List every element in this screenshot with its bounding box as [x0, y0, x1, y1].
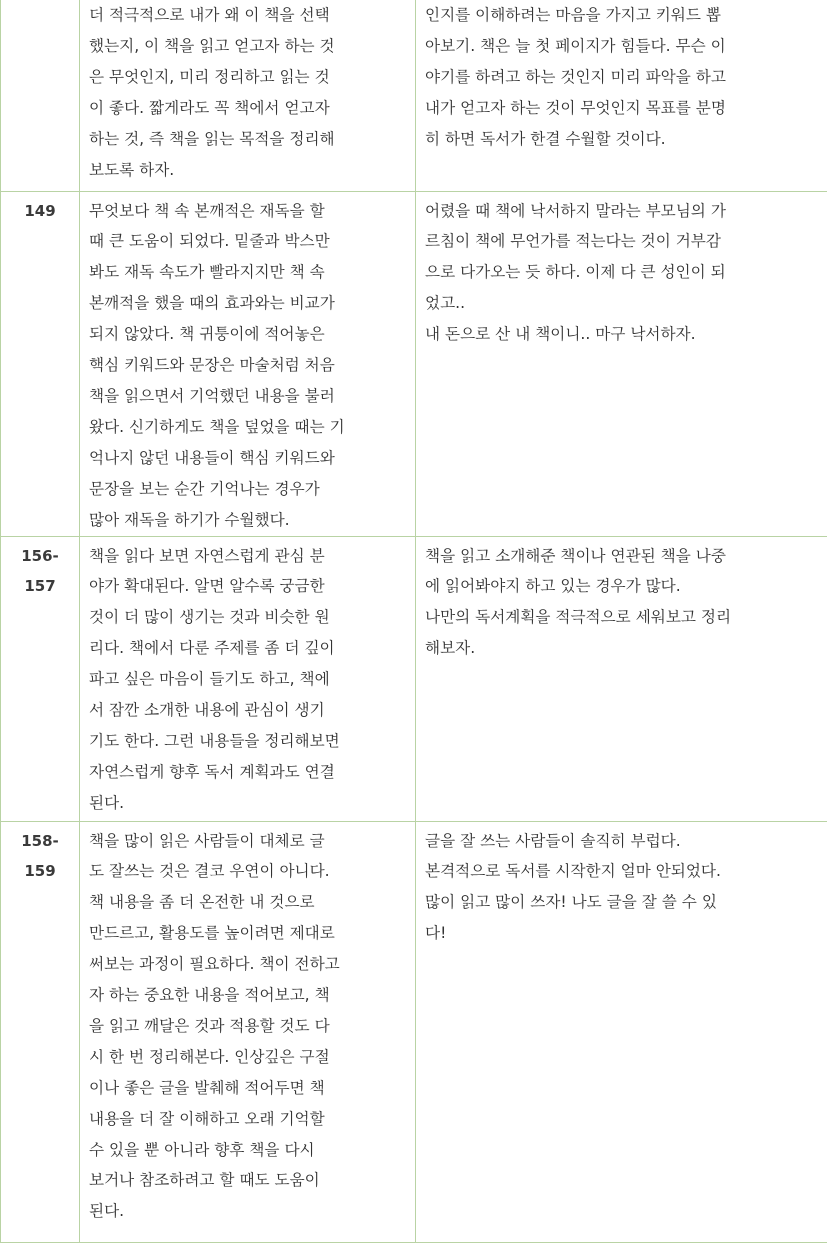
summary-line: 책 내용을 좀 더 온전한 내 것으로	[89, 887, 406, 918]
summary-line: 파고 싶은 마음이 들기도 하고, 책에	[89, 664, 406, 695]
summary-line: 써보는 과정이 필요하다. 책이 전하고	[89, 949, 406, 980]
reflection-line: 해보자.	[425, 633, 818, 664]
summary-line: 수 있을 뿐 아니라 향후 책을 다시	[89, 1135, 406, 1166]
reflection-line: 인지를 이해하려는 마음을 가지고 키워드 뽑	[425, 0, 818, 31]
page-number-line: 159	[3, 856, 77, 887]
summary-line: 책을 읽다 보면 자연스럽게 관심 분	[89, 541, 406, 572]
summary-line: 된다.	[89, 788, 406, 819]
summary-cell	[80, 0, 416, 191]
summary-line: 했는지, 이 책을 읽고 얻고자 하는 것	[89, 31, 406, 62]
summary-line: 억나지 않던 내용들이 핵심 키워드와	[89, 443, 406, 474]
reflection-line: 야기를 하려고 하는 것인지 미리 파악을 하고	[425, 62, 818, 93]
summary-line: 을 읽고 깨달은 것과 적용할 것도 다	[89, 1011, 406, 1042]
reflection-line: 글을 잘 쓰는 사람들이 솔직히 부럽다.	[425, 826, 818, 857]
summary-line: 도 잘쓰는 것은 결코 우연이 아니다.	[89, 856, 406, 887]
summary-line: 때 큰 도움이 되었다. 밑줄과 박스만	[89, 226, 406, 257]
summary-line: 책을 읽으면서 기억했던 내용을 불러	[89, 381, 406, 412]
reflection-line: 내가 얻고자 하는 것이 무엇인지 목표를 분명	[425, 93, 818, 124]
reflection-line: 책을 읽고 소개해준 책이나 연관된 책을 나중	[425, 541, 818, 572]
table-row	[1, 821, 827, 1242]
summary-line: 책을 많이 읽은 사람들이 대체로 글	[89, 826, 406, 857]
reflection-line: 내 돈으로 산 내 책이니.. 마구 낙서하자.	[425, 319, 818, 350]
reflection-line: 나만의 독서계획을 적극적으로 세워보고 정리	[425, 602, 818, 633]
summary-line: 된다.	[89, 1196, 406, 1227]
summary-line: 하는 것, 즉 책을 읽는 목적을 정리해	[89, 124, 406, 155]
summary-line: 본깨적을 했을 때의 효과와는 비교가	[89, 288, 406, 319]
reflection-cell	[416, 191, 827, 536]
summary-line: 자 하는 중요한 내용을 적어보고, 책	[89, 980, 406, 1011]
reflection-line: 본격적으로 독서를 시작한지 얼마 안되었다.	[425, 856, 818, 887]
summary-line: 은 무엇인지, 미리 정리하고 읽는 것	[89, 62, 406, 93]
summary-line: 보도록 하자.	[89, 155, 406, 186]
reflection-line: 히 하면 독서가 한결 수월할 것이다.	[425, 124, 818, 155]
summary-line: 자연스럽게 향후 독서 계획과도 연결	[89, 757, 406, 788]
reflection-cell	[416, 0, 827, 191]
table-row	[1, 0, 827, 191]
reflection-line: 다!	[425, 918, 818, 949]
summary-line: 더 적극적으로 내가 왜 이 책을 선택	[89, 0, 406, 31]
summary-line: 만드르고, 활용도를 높이려면 제대로	[89, 918, 406, 949]
summary-line: 핵심 키워드와 문장은 마술처럼 처음	[89, 350, 406, 381]
summary-line: 문장을 보는 순간 기억나는 경우가	[89, 474, 406, 505]
table-body	[1, 0, 827, 1242]
summary-line: 많아 재독을 하기가 수월했다.	[89, 505, 406, 536]
summary-line: 리다. 책에서 다룬 주제를 좀 더 깊이	[89, 633, 406, 664]
summary-line: 봐도 재독 속도가 빨라지지만 책 속	[89, 257, 406, 288]
page-number-line: 156-	[3, 541, 77, 572]
reflection-line: 어렸을 때 책에 낙서하지 말라는 부모님의 가	[425, 196, 818, 227]
page-number-line: 149	[3, 196, 77, 227]
summary-line: 시 한 번 정리해본다. 인상깊은 구절	[89, 1042, 406, 1073]
reflection-cell	[416, 536, 827, 821]
summary-line: 되지 않았다. 책 귀퉁이에 적어놓은	[89, 319, 406, 350]
page-number-cell	[1, 821, 80, 1242]
reflection-line: 르침이 책에 무언가를 적는다는 것이 거부감	[425, 226, 818, 257]
summary-line: 왔다. 신기하게도 책을 덮었을 때는 기	[89, 412, 406, 443]
page-number-cell	[1, 0, 80, 191]
summary-line: 서 잠깐 소개한 내용에 관심이 생기	[89, 695, 406, 726]
summary-line: 이나 좋은 글을 발췌해 적어두면 책	[89, 1073, 406, 1104]
summary-line: 것이 더 많이 생기는 것과 비슷한 원	[89, 602, 406, 633]
summary-line: 내용을 더 잘 이해하고 오래 기억할	[89, 1104, 406, 1135]
summary-line: 야가 확대된다. 알면 알수록 궁금한	[89, 571, 406, 602]
summary-cell	[80, 191, 416, 536]
reflection-line: 아보기. 책은 늘 첫 페이지가 힘들다. 무슨 이	[425, 31, 818, 62]
reflection-line: 었고..	[425, 288, 818, 319]
reflection-line: 많이 읽고 많이 쓰자! 나도 글을 잘 쓸 수 있	[425, 887, 818, 918]
table-row	[1, 536, 827, 821]
summary-line: 이 좋다. 짧게라도 꼭 책에서 얻고자	[89, 93, 406, 124]
page-number-line: 158-	[3, 826, 77, 857]
summary-line: 보거나 참조하려고 할 때도 도움이	[89, 1165, 406, 1196]
page-number-cell	[1, 536, 80, 821]
page-number-line: 157	[3, 571, 77, 602]
summary-line: 기도 한다. 그런 내용들을 정리해보면	[89, 726, 406, 757]
table-row	[1, 191, 827, 536]
reflection-line: 으로 다가오는 듯 하다. 이제 다 큰 성인이 되	[425, 257, 818, 288]
page-number-cell	[1, 191, 80, 536]
summary-cell	[80, 536, 416, 821]
summary-line: 무엇보다 책 속 본깨적은 재독을 할	[89, 196, 406, 227]
reflection-line: 에 읽어봐야지 하고 있는 경우가 많다.	[425, 571, 818, 602]
reflection-cell	[416, 821, 827, 1242]
summary-cell	[80, 821, 416, 1242]
